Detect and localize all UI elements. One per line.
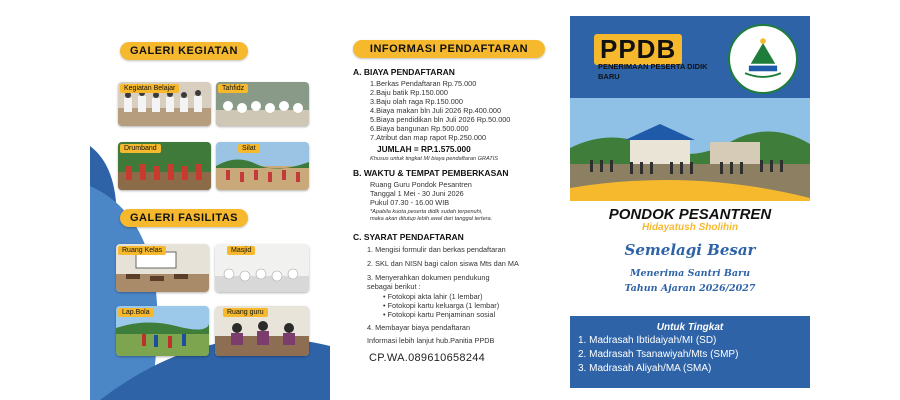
photo-lap-bola [116,306,209,356]
tingkat-item: 2. Madrasah Tsanawiyah/Mts (SMP) [578,349,739,360]
untuk-tingkat-heading: Untuk Tingkat [656,322,724,333]
kuota-note: *Apabila kuota peserta didik sudah terpenuhi, [370,209,483,215]
photo-kegiatan-belajar [118,82,211,126]
dokumen-text: Fotokopi kartu keluarga (1 lembar) [387,301,500,310]
info-lanjut: Informasi lebih lanjut hub.Panitia PPDB [367,336,495,345]
section-b-heading: B. WAKTU & TEMPAT PEMBERKASAN [353,168,509,178]
galeri-kegiatan-heading: GALERI KEGIATAN [120,42,248,60]
santri-baru-line: Menerima Santri Baru [630,268,750,279]
photo-tahfidz [216,82,309,126]
ppdb-title: PPDB [594,34,682,65]
dokumen-text: Fotokopi akta lahir (1 lembar) [387,292,483,301]
left-panel [90,16,330,400]
photo-label: Kegiatan Belajar [120,84,179,93]
mi-gratis-note: Khusus untuk tingkat MI biaya pendaftaran GRATIS [370,156,499,162]
photo-label: Ruang guru [223,308,268,317]
pondok-pesantren-title: PONDOK PESANTREN [608,206,772,223]
biaya-item: 3.Baju olah raga Rp.150.000 [370,97,463,106]
photo-label: Lap.Bola [118,308,154,317]
school-name: Hidayatush Sholihin [641,222,739,233]
photo-ruang-kelas [116,244,209,292]
syarat-item: sebagai berikut : [367,282,421,291]
tingkat-item: 3. Madrasah Aliyah/MA (SMA) [578,363,712,374]
photo-label: Tahfidz [218,84,248,93]
photo-silat [216,142,309,190]
photo-label: Masjid [227,246,255,255]
dokumen-item: • Fotokopi kartu keluarga (1 lembar) [383,301,500,310]
dokumen-text: Fotokopi kartu Penjaminan sosial [387,310,496,319]
section-a-heading: A. BIAYA PENDAFTARAN [353,67,455,77]
syarat-item: 2. SKL dan NISN bagi calon siswa Mts dan MA [367,259,519,268]
syarat-item: 4. Membayar biaya pendaftaran [367,323,471,332]
kuota-note: maka akan ditutup lebih awal dari tanggal tertera. [370,216,493,222]
photo-drumband [118,142,211,190]
biaya-item: 4.Biaya makan bln Juli 2026 Rp.400.000 [370,106,502,115]
right-cover-panel [570,16,810,388]
dokumen-item: • Fotokopi kartu Penjaminan sosial [383,310,496,319]
waktu-line: Ruang Guru Pondok Pesantren [370,180,472,189]
dokumen-item: • Fotokopi akta lahir (1 lembar) [383,292,483,301]
waktu-line: Pukul 07.30 - 16.00 WIB [370,198,450,207]
syarat-item: 3. Menyerahkan dokumen pendukung [367,273,490,282]
photo-label: Ruang Kelas [118,246,166,255]
biaya-item: 5.Biaya pendidikan bln Juli 2026 Rp.50.000 [370,115,511,124]
informasi-pendaftaran-heading: INFORMASI PENDAFTARAN [353,40,545,58]
ppdb-subtitle: PENERIMAAN PESERTA DIDIK BARU [598,62,708,81]
biaya-item: 6.Biaya bangunan Rp.500.000 [370,124,469,133]
syarat-item: 1. Mengisi formulir dan berkas pendaftaran [367,245,506,254]
photo-label: Drumband [120,144,161,153]
jumlah-total: JUMLAH = RP.1.575.000 [377,144,471,154]
biaya-item: 1.Berkas Pendaftaran Rp.75.000 [370,79,477,88]
registration-info-column [345,40,560,400]
biaya-item: 2.Baju batik Rp.150.000 [370,88,448,97]
contact-whatsapp: CP.WA.089610658244 [369,352,486,364]
waktu-line: Tanggal 1 Mei - 30 Juni 2026 [370,189,464,198]
photo-label: Silat [238,144,260,153]
tahun-ajaran-line: Tahun Ajaran 2026/2027 [624,283,756,294]
cover-hero-photo [570,98,810,201]
school-logo [728,24,798,94]
location-name: Semelagi Besar [624,241,756,259]
biaya-item: 7.Atribut dan map rapot Rp.250.000 [370,133,487,142]
galeri-fasilitas-heading: GALERI FASILITAS [120,209,248,227]
section-c-heading: C. SYARAT PENDAFTARAN [353,232,464,242]
photo-ruang-guru [215,306,309,356]
photo-masjid [215,244,309,292]
tingkat-item: 1. Madrasah Ibtidaiyah/MI (SD) [578,335,717,346]
academic-year-block [570,266,810,296]
